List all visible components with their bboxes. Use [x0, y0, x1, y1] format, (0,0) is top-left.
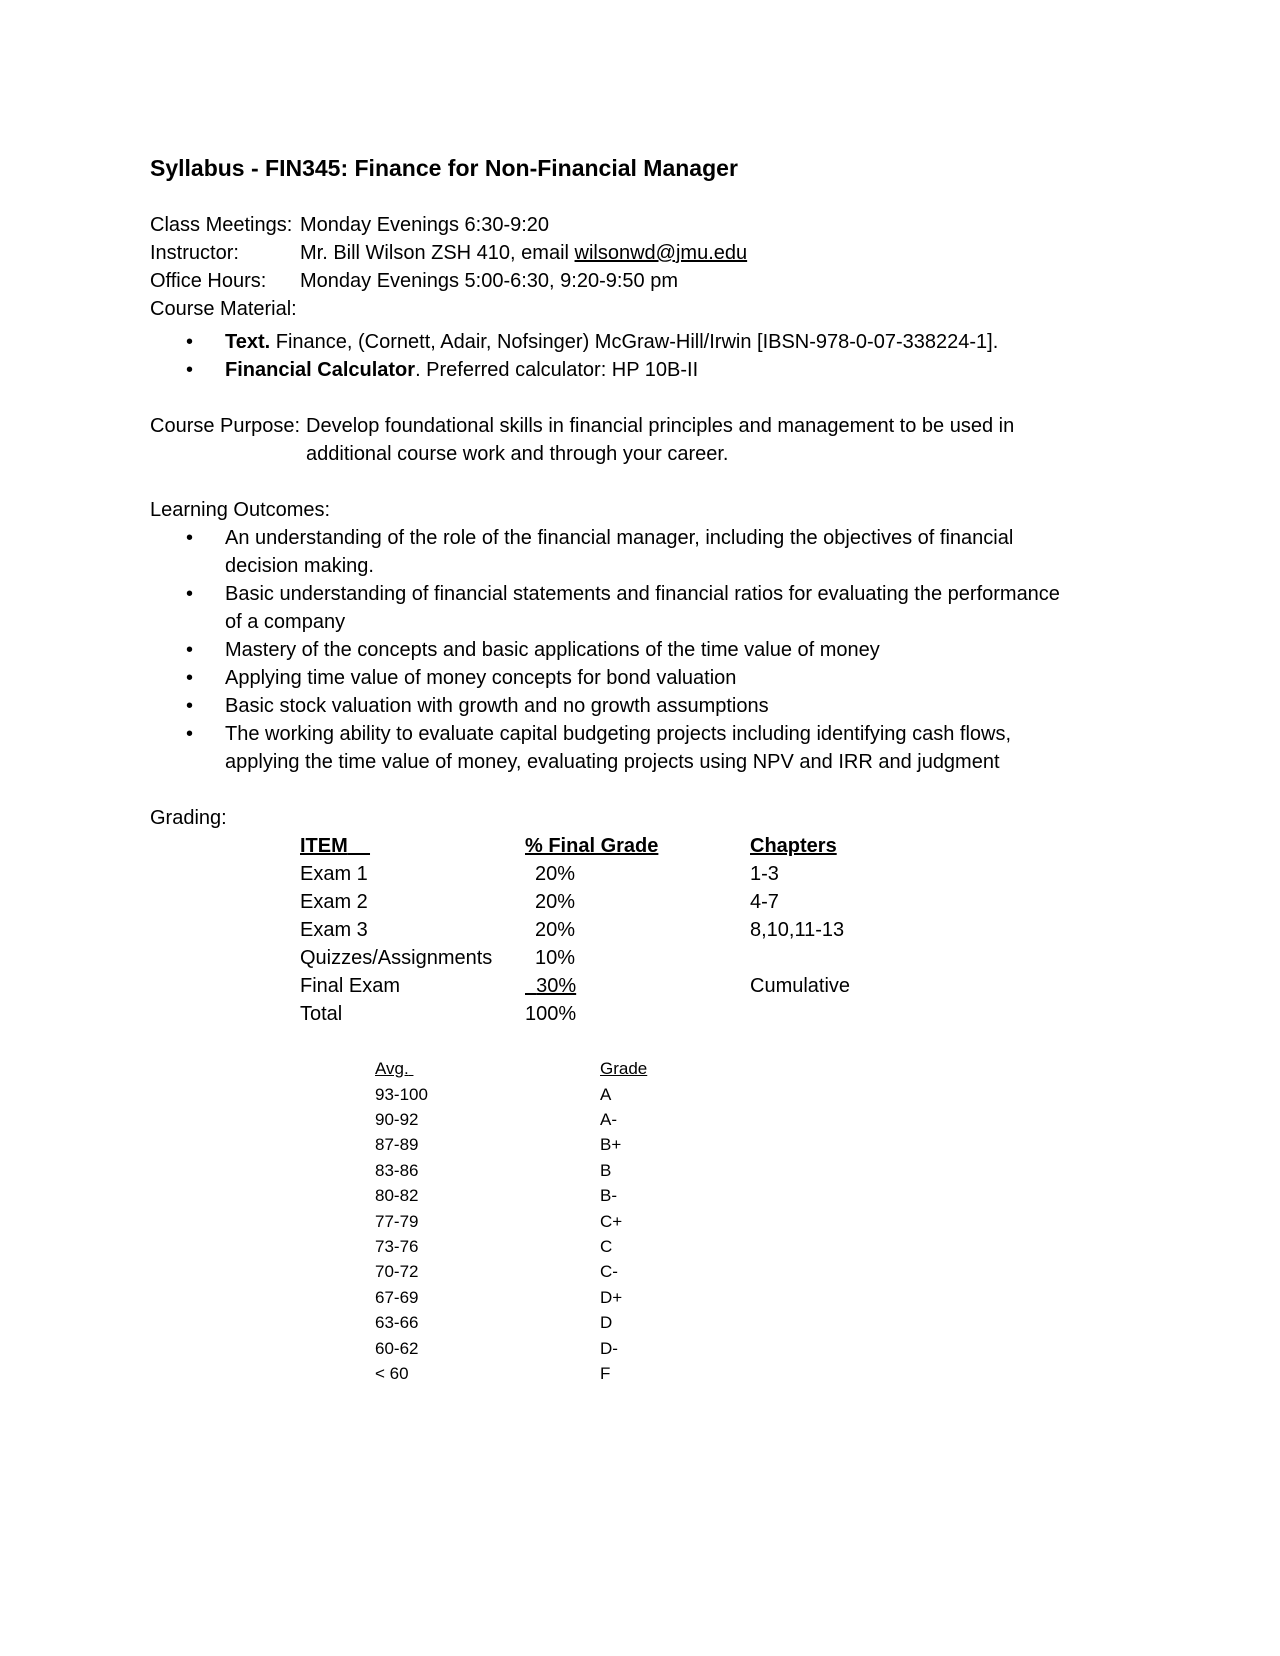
grading-header-item [300, 835, 370, 858]
scale-grade: A- [600, 1110, 617, 1129]
course-material-label: Course Material: [150, 298, 297, 320]
scale-header-avg [375, 1059, 413, 1079]
material-item-text: . Preferred calculator: HP 10B-II [415, 359, 699, 381]
bullet-icon: • [186, 667, 194, 689]
scale-grade: C+ [600, 1212, 623, 1231]
scale-grade: B [600, 1161, 612, 1180]
outcome-item: Basic stock valuation with growth and no growth assumptions [225, 695, 769, 717]
material-item-bold: Financial Calculator [225, 359, 416, 381]
scale-avg: 67-69 [375, 1288, 419, 1307]
bullet-icon: • [186, 527, 194, 549]
grading-header-pct: % Final Grade [525, 835, 659, 857]
scale-header-grade: Grade [600, 1059, 648, 1078]
purpose-label: Course Purpose: [150, 415, 301, 437]
grading-item: Exam 1 [300, 863, 368, 885]
bullet-icon: • [186, 583, 194, 605]
scale-grade: F [600, 1364, 611, 1383]
grading-pct-text: 30% [536, 975, 577, 997]
grading-chapters: Cumulative [750, 975, 851, 997]
grading-header-item-text: ITEM [300, 835, 348, 857]
scale-grade: B+ [600, 1135, 622, 1154]
scale-avg: 90-92 [375, 1110, 419, 1129]
meetings-value: Monday Evenings 6:30-9:20 [300, 214, 550, 236]
purpose-line-1: Develop foundational skills in financial principles and management to be used in [306, 415, 1015, 437]
meetings-label: Class Meetings: [150, 214, 293, 236]
material-item [225, 331, 998, 354]
instructor-label: Instructor: [150, 242, 239, 264]
grading-pct: 20% [535, 891, 576, 913]
scale-avg: 60-62 [375, 1339, 419, 1358]
outcome-item-continued: decision making. [225, 555, 374, 577]
grading-item: Quizzes/Assignments [300, 947, 493, 969]
outcome-item: Applying time value of money concepts for bond valuation [225, 667, 737, 689]
instructor-name: Mr. Bill Wilson ZSH 410, email [300, 242, 569, 264]
outcome-item: Mastery of the concepts and basic applications of the time value of money [225, 639, 880, 661]
office-hours-value: Monday Evenings 5:00-6:30, 9:20-9:50 pm [300, 270, 679, 292]
scale-avg: 70-72 [375, 1262, 419, 1281]
bullet-icon: • [186, 695, 194, 717]
grading-item-total: Total [300, 1003, 343, 1025]
grading-item: Final Exam [300, 975, 401, 997]
scale-grade: D- [600, 1339, 618, 1358]
scale-grade: D [600, 1313, 613, 1332]
grading-pct [525, 975, 576, 998]
outcome-item-continued: of a company [225, 611, 346, 633]
scale-avg: 80-82 [375, 1186, 419, 1205]
grading-header-chapters: Chapters [750, 835, 837, 857]
scale-grade: C [600, 1237, 613, 1256]
scale-avg: 83-86 [375, 1161, 419, 1180]
scale-avg: 63-66 [375, 1313, 419, 1332]
grading-label: Grading: [150, 807, 227, 829]
scale-header-avg-text: Avg. [375, 1059, 409, 1078]
scale-grade: D+ [600, 1288, 623, 1307]
grading-chapters: 4-7 [750, 891, 779, 913]
material-item-bold: Text. [225, 331, 271, 353]
office-hours-label: Office Hours: [150, 270, 267, 292]
outcomes-label: Learning Outcomes: [150, 499, 331, 521]
instructor-email-link[interactable]: wilsonwd@jmu.edu [574, 242, 748, 264]
material-item [225, 359, 698, 382]
bullet-icon: • [186, 723, 194, 745]
instructor-value [300, 242, 747, 265]
bullet-icon: • [186, 639, 194, 661]
scale-avg: 93-100 [375, 1085, 428, 1104]
material-item-text: Finance, (Cornett, Adair, Nofsinger) McGraw-Hill/Irwin [IBSN-978-0-07-338224-1]. [270, 331, 999, 353]
scale-grade: A [600, 1085, 612, 1104]
grading-pct-total: 100% [525, 1003, 577, 1025]
outcome-item: Basic understanding of financial statements and financial ratios for evaluating the performance [225, 583, 1060, 605]
scale-avg: 77-79 [375, 1212, 419, 1231]
scale-avg: 73-76 [375, 1237, 419, 1256]
grading-chapters: 1-3 [750, 863, 779, 885]
grading-item: Exam 2 [300, 891, 368, 913]
purpose-line-2: additional course work and through your career. [306, 443, 729, 465]
grading-chapters: 8,10,11-13 [750, 919, 845, 941]
page-title: Syllabus - FIN345: Finance for Non-Financial Manager [150, 155, 738, 181]
scale-grade: C- [600, 1262, 618, 1281]
bullet-icon: • [186, 331, 194, 353]
scale-grade: B- [600, 1186, 617, 1205]
scale-avg: < 60 [375, 1364, 409, 1383]
grading-pct: 20% [535, 919, 576, 941]
outcome-item-continued: applying the time value of money, evaluating projects using NPV and IRR and judgment [225, 751, 1000, 773]
grading-pct: 10% [535, 947, 576, 969]
bullet-icon: • [186, 359, 194, 381]
grading-item: Exam 3 [300, 919, 368, 941]
grading-pct: 20% [535, 863, 576, 885]
outcome-item: The working ability to evaluate capital budgeting projects including identifying cash flows, [225, 723, 1012, 745]
scale-avg: 87-89 [375, 1135, 419, 1154]
outcome-item: An understanding of the role of the financial manager, including the objectives of financial [225, 527, 1014, 549]
